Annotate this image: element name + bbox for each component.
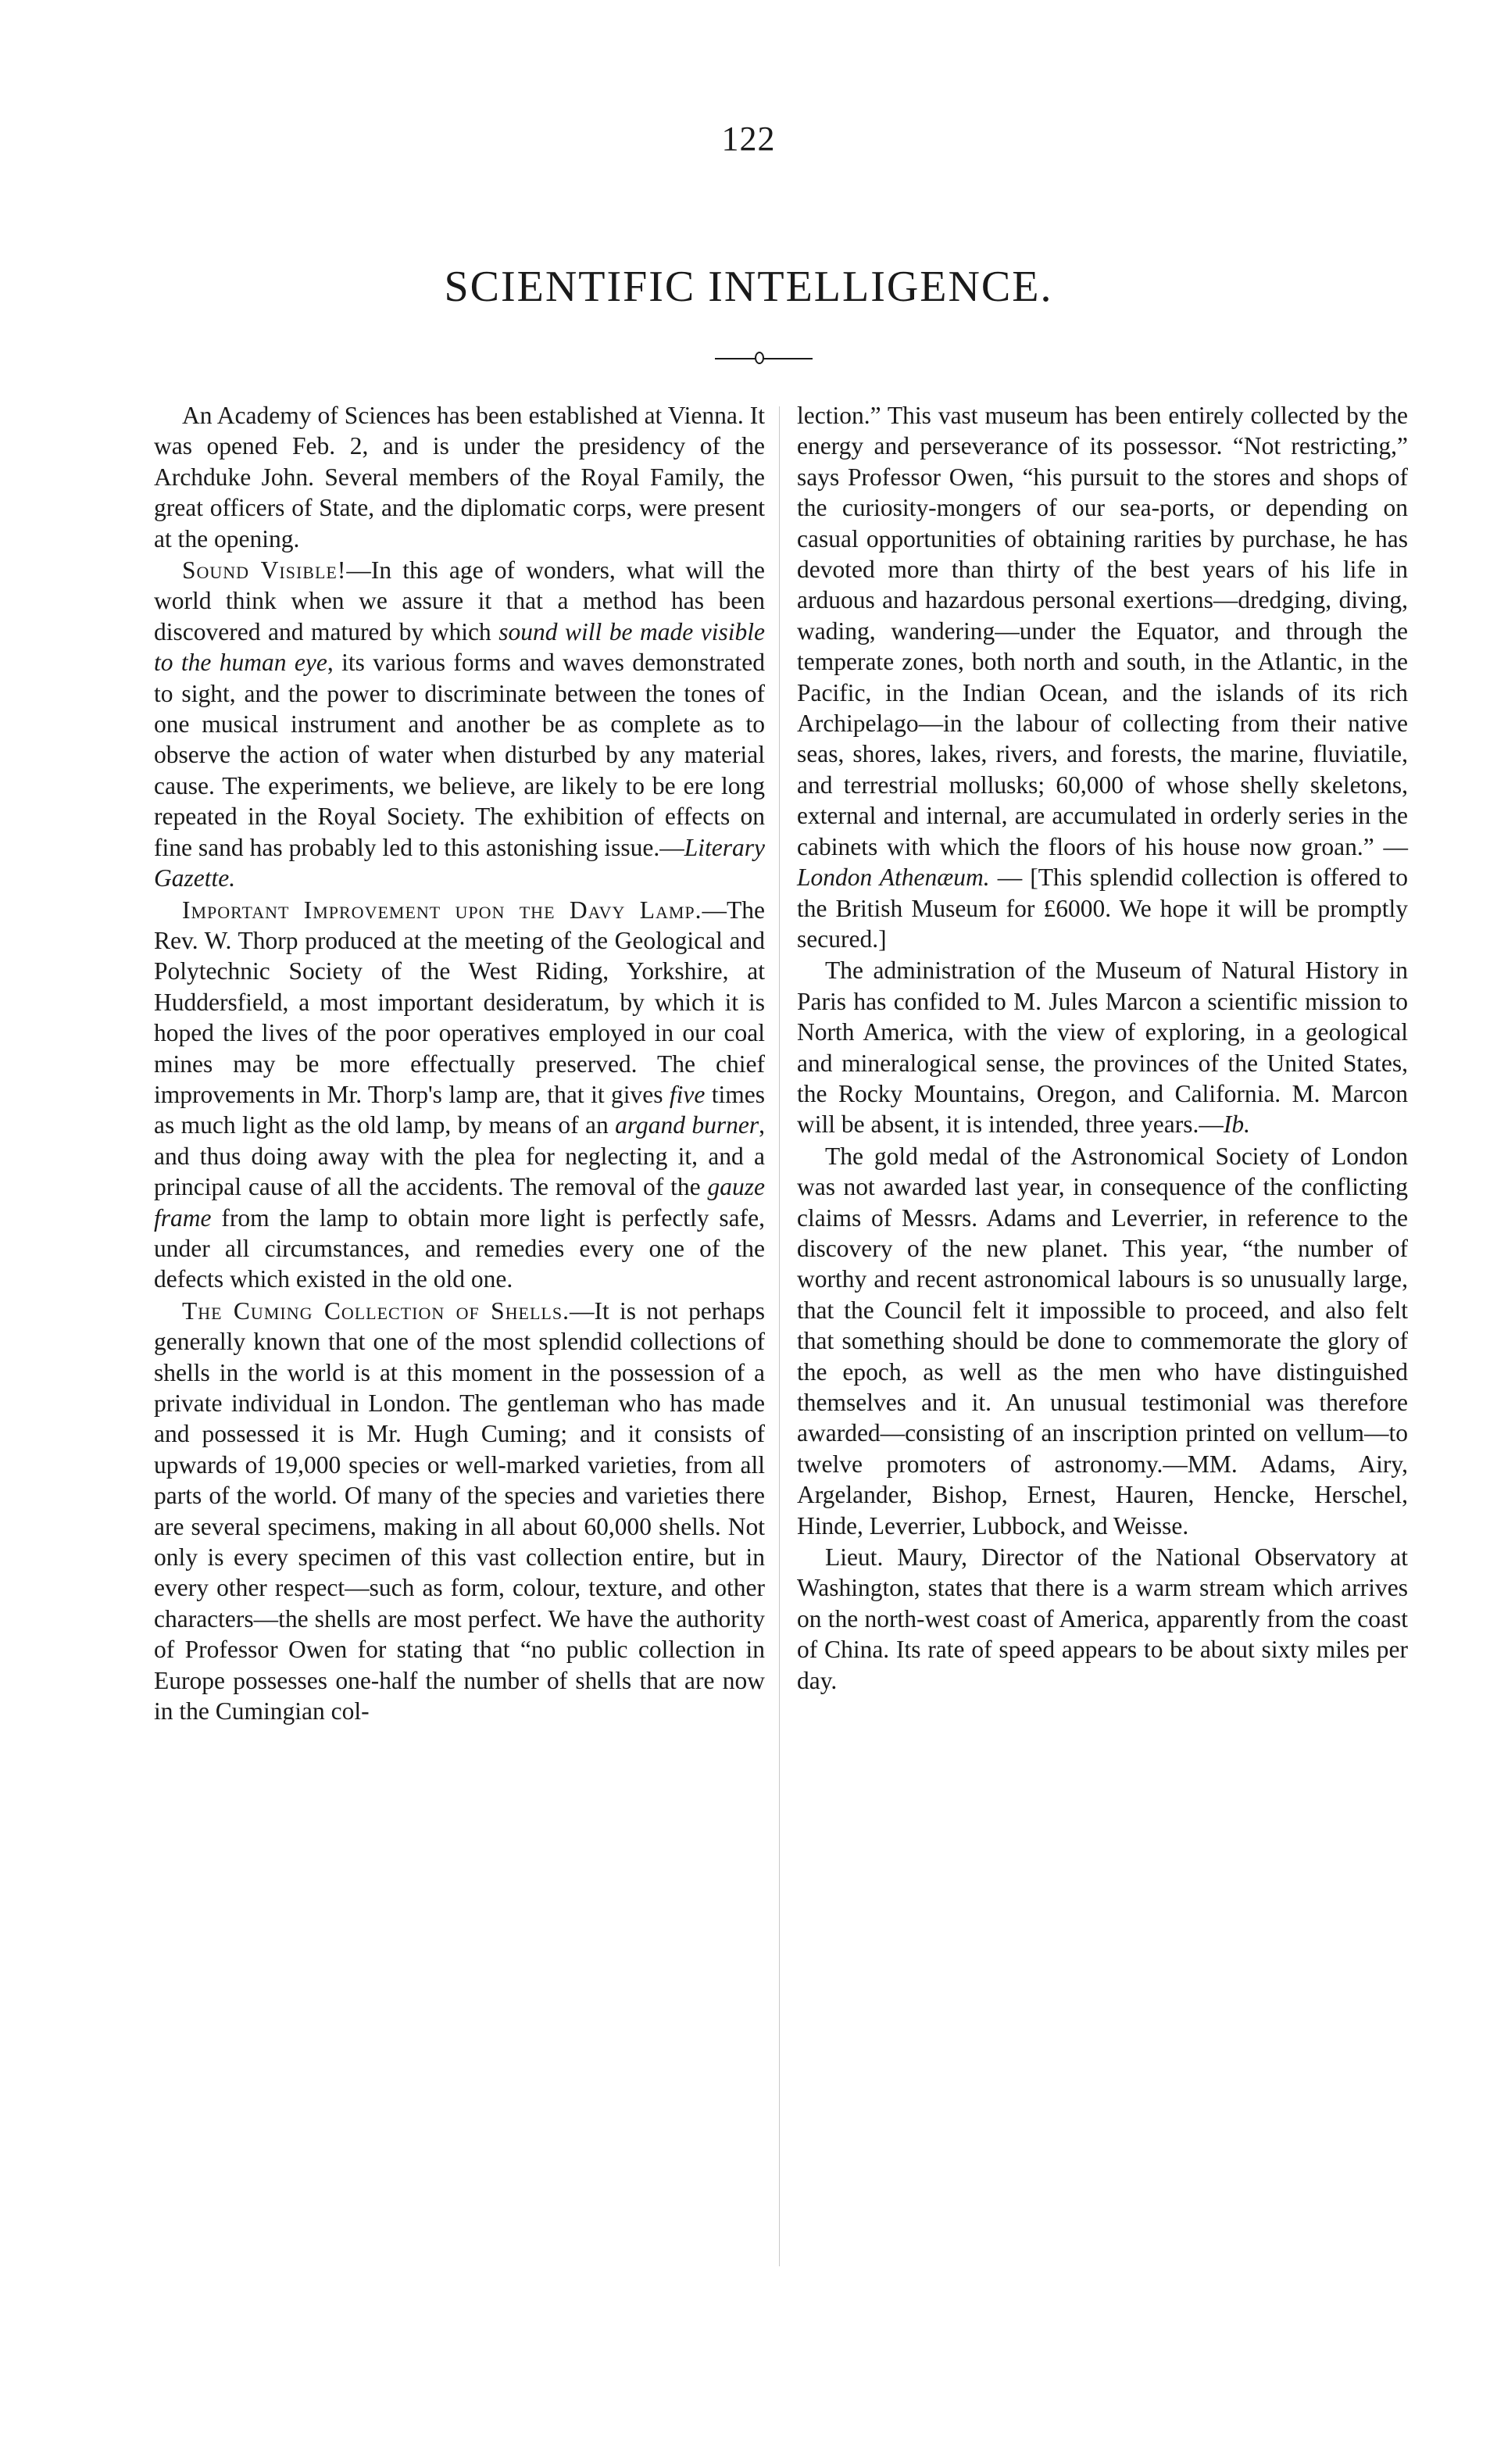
article-emphasis: sound will be made visible to the human eye bbox=[154, 617, 765, 677]
left-column bbox=[154, 400, 765, 1726]
article-cuming-collection bbox=[154, 1296, 765, 1727]
article-paris-museum bbox=[797, 955, 1408, 1139]
article-emphasis: argand burner bbox=[615, 1111, 759, 1139]
right-column bbox=[797, 400, 1408, 1696]
article-emphasis: five bbox=[669, 1080, 706, 1108]
article-warm-stream: Lieut. Maury, Director of the National Observatory at Washington, states that there is a warm stream which arrives on the north-west coast of America, apparently from the coast of China. Its rate of speed appears to be about sixty miles per day. bbox=[797, 1543, 1408, 1694]
column-divider bbox=[779, 406, 780, 2266]
article-astronomical-medal: The gold medal of the Astronomical Society of London was not awarded last year, in consequence of the conflicting claims of Messrs. Adams and Leverrier, in reference to the discovery of the new planet. This year, “the number of worthy and recent astronomical labours is so unusually large, that the Council felt it impossible to proceed, and also felt that something should be done to commemorate the glory of the epoch, as well as the men who have distinguished themselves and it. An unusual testimonial was therefore awarded—consisting of an inscription printed on vellum—to twelve promoters of astronomy.—MM. Adams, Airy, Argelander, Bishop, Ernest, Hauren, Hencke, Herschel, Hinde, Leverrier, Lubbock, and Weisse. bbox=[797, 1142, 1408, 1540]
article-text: —The Rev. W. Thorp produced at the meeting of the Geological and Polytechnic Society of the West Riding, Yorkshire, at Huddersfield, a most important desideratum, by which it is hoped the lives of the poor operatives employed in our coal mines may be more effectually preserved. The chief improvements in Mr. Thorp's lamp are, that it gives bbox=[154, 896, 765, 1108]
article-emphasis: gauze frame bbox=[154, 1173, 765, 1232]
article-heading: Sound Visible! bbox=[182, 556, 347, 585]
article-source: Ib. bbox=[1223, 1110, 1250, 1139]
article-text: —It is not perhaps generally known that one of the most splendid collections of shells in the world is at this moment in the possession of a private individual in London. The gentleman who has made and possessed it is Mr. Hugh Cuming; and it consists of upwards of 19,000 species or well-marked varieties, from all parts of the world. Of many of the species and varieties there are several specimens, making in all about 60,000 shells. Not only is every specimen of this vast collection entire, but in every other respect—such as form, colour, texture, and other characters—the shells are most perfect. We have the authority of Professor Owen for stating that “no public collection in Europe possesses one-half the number of shells that are now in the Cumingian col- bbox=[154, 1296, 765, 1726]
article-text: lection.” This vast museum has been entirely collected by the energy and perseverance of its possessor. “Not restricting,” says Professor Owen, “his pursuit to the stores and shops of the curiosity-mongers of our sea-ports, or depending on casual opportunities of obtaining rarities by purchase, he has devoted more than thirty of the best years of his life in arduous and hazardous personal exertions—dredging, diving, wading, wandering—under the Equator, and through the temperate zones, both north and south, in the Atlantic, in the Pacific, in the Indian Ocean, and the islands of its rich Archipelago—in the labour of collecting from their native seas, shores, lakes, rivers, and forests, the marine, fluviatile, and terrestrial mollusks; 60,000 of whose shelly skeletons, external and internal, are accumulated in orderly series in the cabinets with which the floors of his house now groan.” — bbox=[797, 402, 1408, 860]
article-sound-visible bbox=[154, 555, 765, 893]
title-rule-ornament bbox=[755, 352, 764, 364]
article-text: — [This splendid collection is offered to the British Museum for £6000. We hope it will be promptly secured.] bbox=[797, 864, 1408, 953]
article-text: , and thus doing away with the plea for neglecting it, and a principal cause of all the accidents. The removal of the bbox=[154, 1111, 765, 1201]
article-text: —In this age of wonders, what will the world think when we assure it that a method has been discovered and matured by which bbox=[154, 556, 765, 646]
article-heading: Important Improvement upon the Davy Lamp. bbox=[182, 896, 702, 924]
article-heading: The Cuming Collection of Shells. bbox=[182, 1296, 570, 1325]
article-text: from the lamp to obtain more light is perfectly safe, under all circumstances, and remedies every one of the defects which existed in the old one. bbox=[154, 1203, 765, 1293]
article-cuming-continued bbox=[797, 400, 1408, 954]
article-text: , its various forms and waves demonstrated to sight, and the power to discriminate between the tones of one musical instrument and another be as complete as to observe the action of water when disturbed by any material cause. The experiments, we believe, are likely to be ere long repeated in the Royal Society. The exhibition of effects on fine sand has probably led to this astonishing issue.— bbox=[154, 649, 765, 861]
article-text: times as much light as the old lamp, by means of an bbox=[154, 1080, 765, 1139]
page-title: SCIENTIFIC INTELLIGENCE. bbox=[444, 263, 1053, 311]
page-number: 122 bbox=[721, 120, 776, 158]
article-text: The administration of the Museum of Natural History in Paris has confided to M. Jules Marcon a scientific mission to North America, with the view of exploring, in a geological and mineralogical sense, the provinces of the United States, the Rocky Mountains, Oregon, and California. M. Marcon will be absent, it is intended, three years.— bbox=[797, 957, 1408, 1139]
article-davy-lamp bbox=[154, 895, 765, 1295]
article-source: London Athenæum. bbox=[797, 864, 990, 892]
article-source: Literary Gazette. bbox=[154, 833, 765, 892]
article-vienna-academy: An Academy of Sciences has been established at Vienna. It was opened Feb. 2, and is under the presidency of the Archduke John. Several members of the Royal Family, the great officers of State, and the diplomatic corps, were present at the opening. bbox=[154, 402, 765, 553]
